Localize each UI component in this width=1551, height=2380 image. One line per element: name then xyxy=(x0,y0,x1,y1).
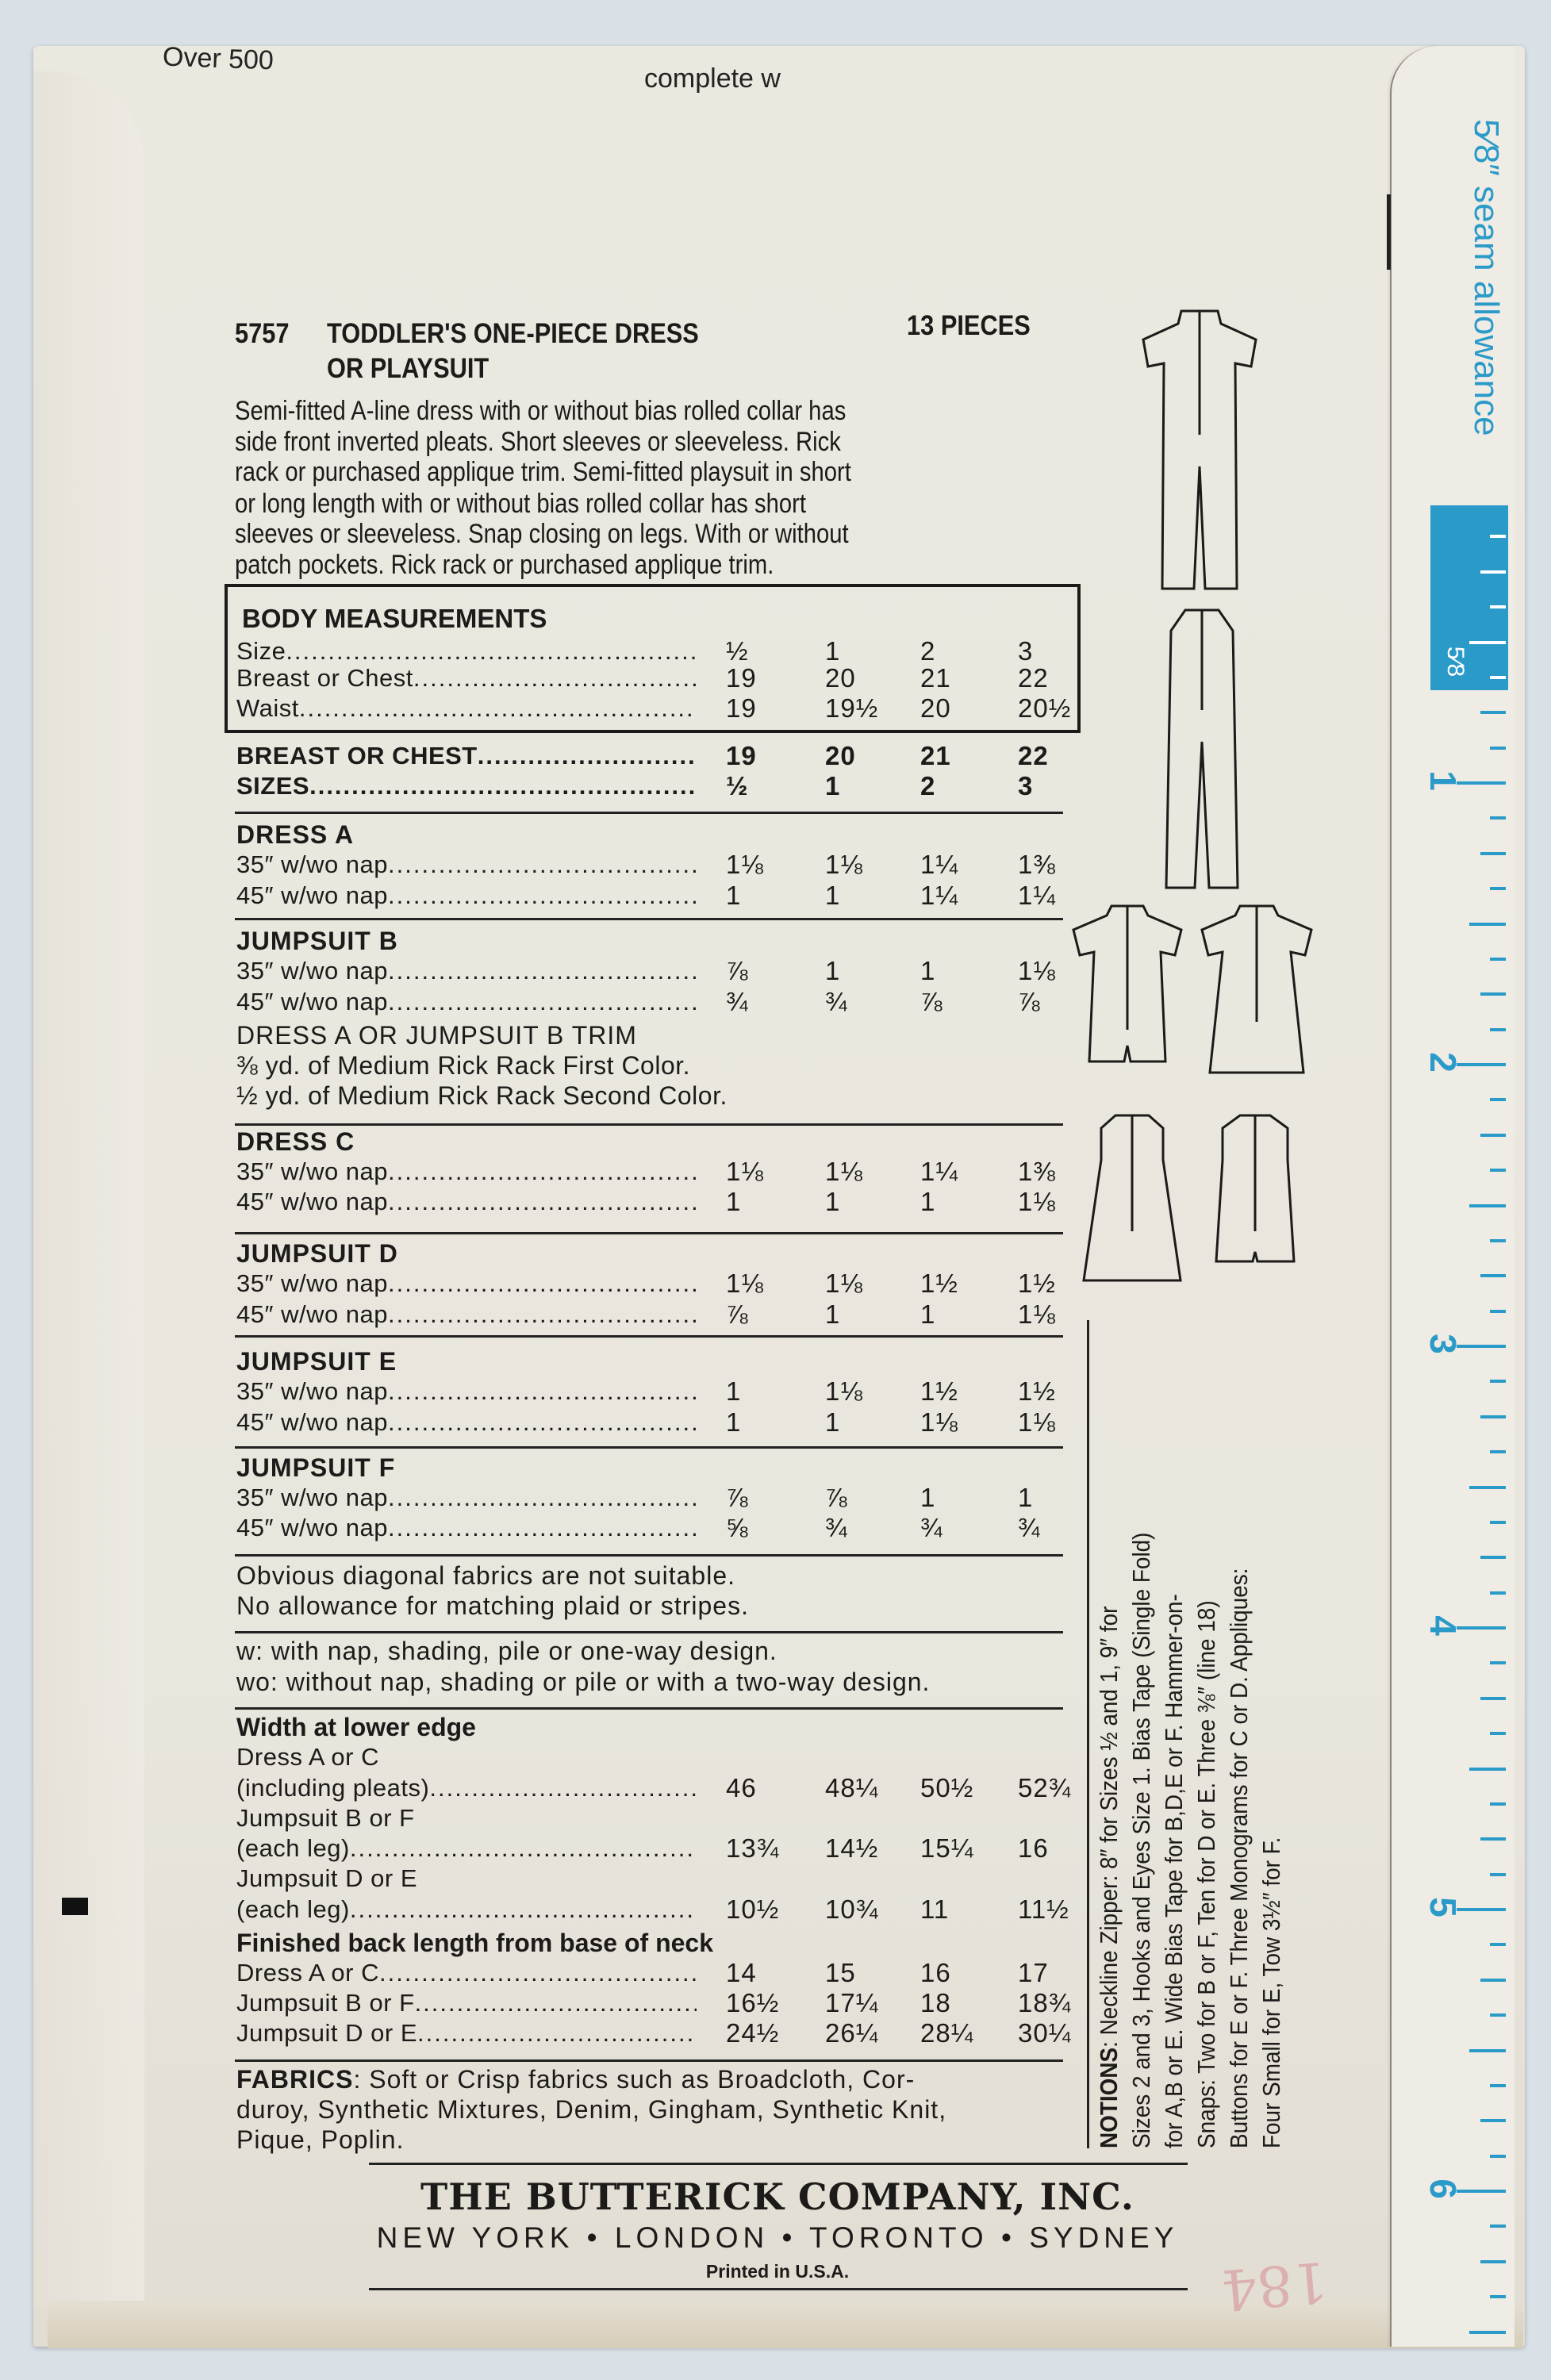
row-value: 21 xyxy=(920,663,951,693)
ruler-tick xyxy=(1490,2295,1506,2298)
row-value: 30¼ xyxy=(1018,2018,1072,2048)
company-name: THE BUTTERICK COMPANY, INC. xyxy=(420,2175,1134,2218)
row-value: 1 xyxy=(825,636,841,666)
section-title: JUMPSUIT B xyxy=(236,927,398,955)
row-value: 1½ xyxy=(1018,1269,1056,1298)
row-value: 19 xyxy=(726,693,757,723)
ruler-tick xyxy=(1480,1415,1506,1418)
row-value: ⅞ xyxy=(825,1483,848,1512)
pattern-title-line2: OR PLAYSUIT xyxy=(327,353,489,384)
note-line: wo: without nap, shading or pile or with a two-way design. xyxy=(236,1668,931,1696)
row-value: ½ xyxy=(726,771,749,800)
notions-block xyxy=(1087,1320,1293,2148)
row-value: 1 xyxy=(726,881,742,910)
ruler-tick xyxy=(1469,2331,1506,2334)
ruler-tick xyxy=(1480,711,1506,714)
ruler-tick xyxy=(1490,958,1506,961)
ruler-tick xyxy=(1469,1486,1506,1489)
row-value: ¾ xyxy=(825,1513,848,1542)
ruler-tick xyxy=(1480,852,1506,855)
row-value: ¾ xyxy=(825,987,848,1016)
pattern-title-line1: TODDLER'S ONE-PIECE DRESS xyxy=(327,318,699,349)
notions-line: Snaps: Two for B or F, Ten for D or E. Three ⅜″ (line 18) xyxy=(1192,1600,1220,2148)
ruler-tick xyxy=(1480,992,1506,996)
row-value: 1½ xyxy=(920,1269,958,1298)
row-value: 1⅛ xyxy=(1018,1299,1056,1329)
section-divider xyxy=(235,1335,1063,1338)
ruler-inch-number: 1 xyxy=(1422,770,1464,791)
ruler-tick xyxy=(1469,641,1506,644)
fabrics-label: FABRICS xyxy=(236,2065,354,2094)
ruler-tick xyxy=(1490,1028,1506,1031)
row-value: 1 xyxy=(920,1299,936,1329)
ruler-tick xyxy=(1490,2155,1506,2158)
row-value: 21 xyxy=(920,741,951,770)
note-line: No allowance for matching plaid or stripes. xyxy=(236,1591,749,1620)
row-label: Breast or Chest ..... xyxy=(236,663,697,693)
section-divider xyxy=(235,1631,1063,1633)
description-line: sleeves or sleeveless. Snap closing on legs. With or without xyxy=(235,519,849,549)
row-label: 35″ w/wo nap ..... xyxy=(236,850,697,880)
ruler-tick xyxy=(1480,1837,1506,1841)
ruler-tick xyxy=(1480,1134,1506,1137)
ruler-tick xyxy=(1490,1310,1506,1313)
row-value: 18¾ xyxy=(1018,1988,1072,2017)
row-value: 19½ xyxy=(825,693,879,723)
row-value: ⅞ xyxy=(726,1299,749,1329)
row-value: ⅝ xyxy=(726,1513,749,1542)
ruler-tick xyxy=(1490,2225,1506,2228)
row-label: 35″ w/wo nap ..... xyxy=(236,1376,697,1407)
section-divider xyxy=(235,1232,1063,1234)
description-line: or long length with or without bias rolled collar has short xyxy=(235,489,807,519)
trim-line: ⅜ yd. of Medium Rick Rack First Color. xyxy=(236,1051,691,1080)
ruler-tick xyxy=(1469,2049,1506,2052)
ruler-tick xyxy=(1490,1802,1506,1806)
notions-line: Buttons for E or F. Three Monograms for C or D. Appliques: xyxy=(1225,1568,1253,2148)
ruler-tick xyxy=(1480,1979,1506,1982)
ruler-inch-number: 3 xyxy=(1422,1334,1464,1354)
notions-line: Four Small for E, Tow 3½″ for F. xyxy=(1257,1837,1285,2148)
row-value: 1 xyxy=(825,956,841,985)
row-value: ⅞ xyxy=(1018,987,1041,1016)
row-value: 1½ xyxy=(920,1376,958,1406)
row-value: 17¼ xyxy=(825,1988,879,2017)
sleeveless-playsuit-illustration xyxy=(1211,1112,1299,1263)
notions-line: for A,B or E. Wide Bias Tape for B,D,E or F. Hammer-on- xyxy=(1160,1594,1188,2148)
row-value: 15¼ xyxy=(920,1833,974,1863)
row-value: 20 xyxy=(920,693,951,723)
edge-mark xyxy=(62,1898,88,1915)
row-label: BREAST OR CHEST ..... xyxy=(236,741,697,771)
section-title: JUMPSUIT E xyxy=(236,1347,397,1376)
short-jumpsuit-illustration xyxy=(1070,903,1184,1063)
back-length-title: Finished back length from base of neck xyxy=(236,1929,714,1957)
row-value: 1⅜ xyxy=(1018,1157,1056,1186)
row-value: ¾ xyxy=(726,987,749,1016)
row-value: 26¼ xyxy=(825,2018,879,2048)
section-divider xyxy=(235,1123,1063,1126)
row-value: 1⅛ xyxy=(1018,1407,1056,1437)
ruler-tick xyxy=(1490,747,1506,750)
row-value: 1¼ xyxy=(920,881,958,910)
fabrics-line xyxy=(236,2064,915,2094)
row-value: 46 xyxy=(726,1773,757,1802)
row-value: 1 xyxy=(825,881,841,910)
row-value: 1⅛ xyxy=(1018,956,1056,985)
ruler-tick xyxy=(1490,1521,1506,1524)
section-divider xyxy=(235,1554,1063,1557)
ruler-tick xyxy=(1480,2119,1506,2122)
handwritten-number: 184 xyxy=(1219,2248,1330,2323)
row-label: 45″ w/wo nap ..... xyxy=(236,1299,697,1330)
row-label: Dress A or C xyxy=(236,1743,379,1771)
row-value: 1 xyxy=(825,771,841,800)
row-value: ¾ xyxy=(920,1513,943,1542)
row-value: 1¼ xyxy=(920,1157,958,1186)
row-value: 1 xyxy=(726,1407,742,1437)
row-value: 1¼ xyxy=(1018,881,1056,910)
row-value: 15 xyxy=(825,1958,856,1987)
body-measurements-title: BODY MEASUREMENTS xyxy=(242,604,547,633)
fabrics-text: : Soft or Crisp fabrics such as Broadcloth, Cor- xyxy=(353,2065,916,2094)
ruler-tick xyxy=(1480,570,1506,574)
row-value: 1 xyxy=(726,1187,742,1216)
ruler-tick xyxy=(1490,535,1506,538)
ruler-tick xyxy=(1480,1274,1506,1277)
flap-mark xyxy=(1387,194,1391,270)
short-sleeve-dress-illustration xyxy=(1199,903,1315,1074)
ruler-inch-number: 4 xyxy=(1422,1615,1464,1636)
description-line: patch pockets. Rick rack or purchased applique trim. xyxy=(235,550,774,580)
row-label: (including pleats) ..... xyxy=(236,1773,697,1803)
row-value: 2 xyxy=(920,771,936,800)
ruler-inch-number: 2 xyxy=(1422,1052,1464,1073)
row-value: 52¾ xyxy=(1018,1773,1072,1802)
row-value: 10½ xyxy=(726,1894,780,1924)
row-value: ⅞ xyxy=(726,1483,749,1512)
ruler-tick xyxy=(1469,1204,1506,1207)
row-label: Size ..... xyxy=(236,636,697,666)
note-line: w: with nap, shading, pile or one-way design. xyxy=(236,1637,777,1665)
pieces-count: 13 PIECES xyxy=(907,310,1031,341)
section-title: JUMPSUIT F xyxy=(236,1453,396,1482)
row-value: 24½ xyxy=(726,2018,780,2048)
ruler-tick xyxy=(1490,1873,1506,1876)
footer-top-rule xyxy=(369,2163,1188,2165)
row-value: 20½ xyxy=(1018,693,1072,723)
top-fragment-center: complete w xyxy=(644,63,781,94)
row-value: 1 xyxy=(920,956,936,985)
ruler-tick xyxy=(1490,887,1506,890)
row-label: Dress A or C ..... xyxy=(236,1958,697,1988)
row-value: 16 xyxy=(1018,1833,1049,1863)
row-value: 1 xyxy=(920,1483,936,1512)
row-label: Waist ..... xyxy=(236,693,697,724)
ruler-tick xyxy=(1480,2260,1506,2263)
row-value: 1⅛ xyxy=(726,1157,764,1186)
row-label: SIZES ..... xyxy=(236,771,697,801)
section-divider xyxy=(235,812,1063,814)
trim-title: DRESS A OR JUMPSUIT B TRIM xyxy=(236,1021,637,1050)
section-divider xyxy=(235,918,1063,920)
row-label: 35″ w/wo nap ..... xyxy=(236,1483,697,1513)
envelope-fold xyxy=(33,71,144,2309)
note-line: Obvious diagonal fabrics are not suitable. xyxy=(236,1561,736,1590)
row-value: 11 xyxy=(920,1894,950,1924)
row-value: 10¾ xyxy=(825,1894,879,1924)
row-value: ⅞ xyxy=(726,956,749,985)
trim-line: ½ yd. of Medium Rick Rack Second Color. xyxy=(236,1081,728,1110)
width-title: Width at lower edge xyxy=(236,1713,476,1741)
row-label: 35″ w/wo nap ..... xyxy=(236,956,697,986)
section-title: DRESS A xyxy=(236,820,355,849)
fabrics-line: duroy, Synthetic Mixtures, Denim, Gingham, Synthetic Knit, xyxy=(236,2095,947,2124)
row-value: 19 xyxy=(726,741,757,770)
ruler-tick xyxy=(1490,605,1506,608)
row-value: 19 xyxy=(726,663,757,693)
top-fragment-left: Over 500 xyxy=(162,41,274,76)
row-value: 1 xyxy=(825,1407,841,1437)
notions-label: NOTIONS xyxy=(1095,2047,1123,2148)
row-value: 1⅛ xyxy=(1018,1187,1056,1216)
row-label: Jumpsuit B or F ..... xyxy=(236,1988,697,2018)
row-value: 1⅛ xyxy=(825,850,863,879)
row-value: 1⅛ xyxy=(726,1269,764,1298)
row-value: 20 xyxy=(825,663,856,693)
ruler-inch-number: 6 xyxy=(1422,2178,1464,2199)
row-value: 1⅛ xyxy=(920,1407,958,1437)
row-value: 2 xyxy=(920,636,936,666)
row-value: ¾ xyxy=(1018,1513,1041,1542)
ruler-tick xyxy=(1490,1169,1506,1172)
row-value: 22 xyxy=(1018,741,1049,770)
row-label: 45″ w/wo nap ..... xyxy=(236,1187,697,1217)
ruler-tick xyxy=(1490,1943,1506,1946)
ruler-tick xyxy=(1490,2013,1506,2017)
row-value: 14½ xyxy=(825,1833,879,1863)
row-value: 1⅛ xyxy=(825,1376,863,1406)
row-value: 48¼ xyxy=(825,1773,879,1802)
ruler-tick xyxy=(1490,1661,1506,1664)
block-fraction-label: 5⁄8 xyxy=(1442,646,1469,678)
ruler-tick xyxy=(1480,1697,1506,1700)
seam-allowance-block xyxy=(1430,505,1508,690)
row-label: 45″ w/wo nap ..... xyxy=(236,987,697,1017)
row-value: 1 xyxy=(825,1187,841,1216)
row-label: Jumpsuit B or F xyxy=(236,1804,415,1832)
ruler-tick xyxy=(1490,1098,1506,1101)
row-value: 1 xyxy=(825,1299,841,1329)
row-label: 45″ w/wo nap ..... xyxy=(236,881,697,911)
description-line: side front inverted pleats. Short sleeves or sleeveless. Rick xyxy=(235,427,841,457)
section-divider xyxy=(235,2059,1063,2062)
description-line: Semi-fitted A-line dress with or without bias rolled collar has xyxy=(235,396,847,426)
row-label: 35″ w/wo nap ..... xyxy=(236,1269,697,1299)
row-value: 1⅛ xyxy=(726,850,764,879)
row-value: 3 xyxy=(1018,636,1034,666)
ruler-tick xyxy=(1490,1380,1506,1383)
ruler-tick xyxy=(1480,1556,1506,1559)
ruler-inch-number: 5 xyxy=(1422,1897,1464,1917)
ruler-tick xyxy=(1490,1450,1506,1453)
row-value: 1⅜ xyxy=(1018,850,1056,879)
seam-allowance-label: 5⁄8″ seam allowance xyxy=(1467,119,1506,436)
row-label: (each leg) ..... xyxy=(236,1833,697,1864)
row-value: 14 xyxy=(726,1958,757,1987)
ruler-tick xyxy=(1469,923,1506,926)
row-label: 45″ w/wo nap ..... xyxy=(236,1513,697,1543)
row-value: 16 xyxy=(920,1958,951,1987)
ruler-tick xyxy=(1490,1732,1506,1735)
row-value: 1 xyxy=(920,1187,936,1216)
row-value: 1 xyxy=(1018,1483,1034,1512)
row-value: 1½ xyxy=(1018,1376,1056,1406)
section-title: DRESS C xyxy=(236,1127,355,1156)
section-divider xyxy=(235,1446,1063,1449)
row-value: 1⅛ xyxy=(825,1269,863,1298)
row-value: 1 xyxy=(726,1376,742,1406)
row-label: (each leg) ..... xyxy=(236,1894,697,1925)
row-value: 1¼ xyxy=(920,850,958,879)
row-label: Jumpsuit D or E xyxy=(236,1864,418,1892)
row-label: 35″ w/wo nap ..... xyxy=(236,1157,697,1187)
sleeveless-dress-illustration xyxy=(1081,1112,1184,1282)
description-line: rack or purchased applique trim. Semi-fitted playsuit in short xyxy=(235,457,851,487)
row-value: 50½ xyxy=(920,1773,974,1802)
row-value: 1⅛ xyxy=(825,1157,863,1186)
row-label: 45″ w/wo nap ..... xyxy=(236,1407,697,1438)
long-jumpsuit-illustration xyxy=(1154,607,1250,889)
company-cities: NEW YORK • LONDON • TORONTO • SYDNEY xyxy=(376,2221,1179,2254)
row-value: 17 xyxy=(1018,1958,1049,1987)
row-value: 13¾ xyxy=(726,1833,780,1863)
ruler-tick xyxy=(1490,816,1506,820)
row-value: 3 xyxy=(1018,771,1034,800)
ruler-tick xyxy=(1490,2084,1506,2087)
row-value: ½ xyxy=(726,636,749,666)
jumpsuit-back-illustration xyxy=(1142,308,1257,590)
section-title: JUMPSUIT D xyxy=(236,1239,398,1268)
ruler-tick xyxy=(1490,676,1506,679)
row-value: 18 xyxy=(920,1988,951,2017)
ruler-tick xyxy=(1490,1239,1506,1242)
printed-in: Printed in U.S.A. xyxy=(705,2261,850,2282)
row-value: 20 xyxy=(825,741,856,770)
row-value: 16½ xyxy=(726,1988,780,2017)
row-value: 11½ xyxy=(1018,1894,1069,1924)
row-value: 28¼ xyxy=(920,2018,974,2048)
row-value: ⅞ xyxy=(920,987,943,1016)
footer-rule xyxy=(369,2288,1188,2290)
pattern-number: 5757 xyxy=(235,318,290,349)
notions-line: : Neckline Zipper: 8″ for Sizes ½ and 1, 9″ for xyxy=(1095,1606,1123,2048)
row-value: 22 xyxy=(1018,663,1049,693)
section-divider xyxy=(235,1707,1063,1710)
ruler-tick xyxy=(1469,1768,1506,1771)
notions-line: Sizes 2 and 3, Hooks and Eyes Size 1. Bias Tape (Single Fold) xyxy=(1127,1532,1155,2148)
ruler-tick xyxy=(1490,1591,1506,1595)
row-label: Jumpsuit D or E ..... xyxy=(236,2018,697,2048)
fabrics-line: Pique, Poplin. xyxy=(236,2125,405,2154)
